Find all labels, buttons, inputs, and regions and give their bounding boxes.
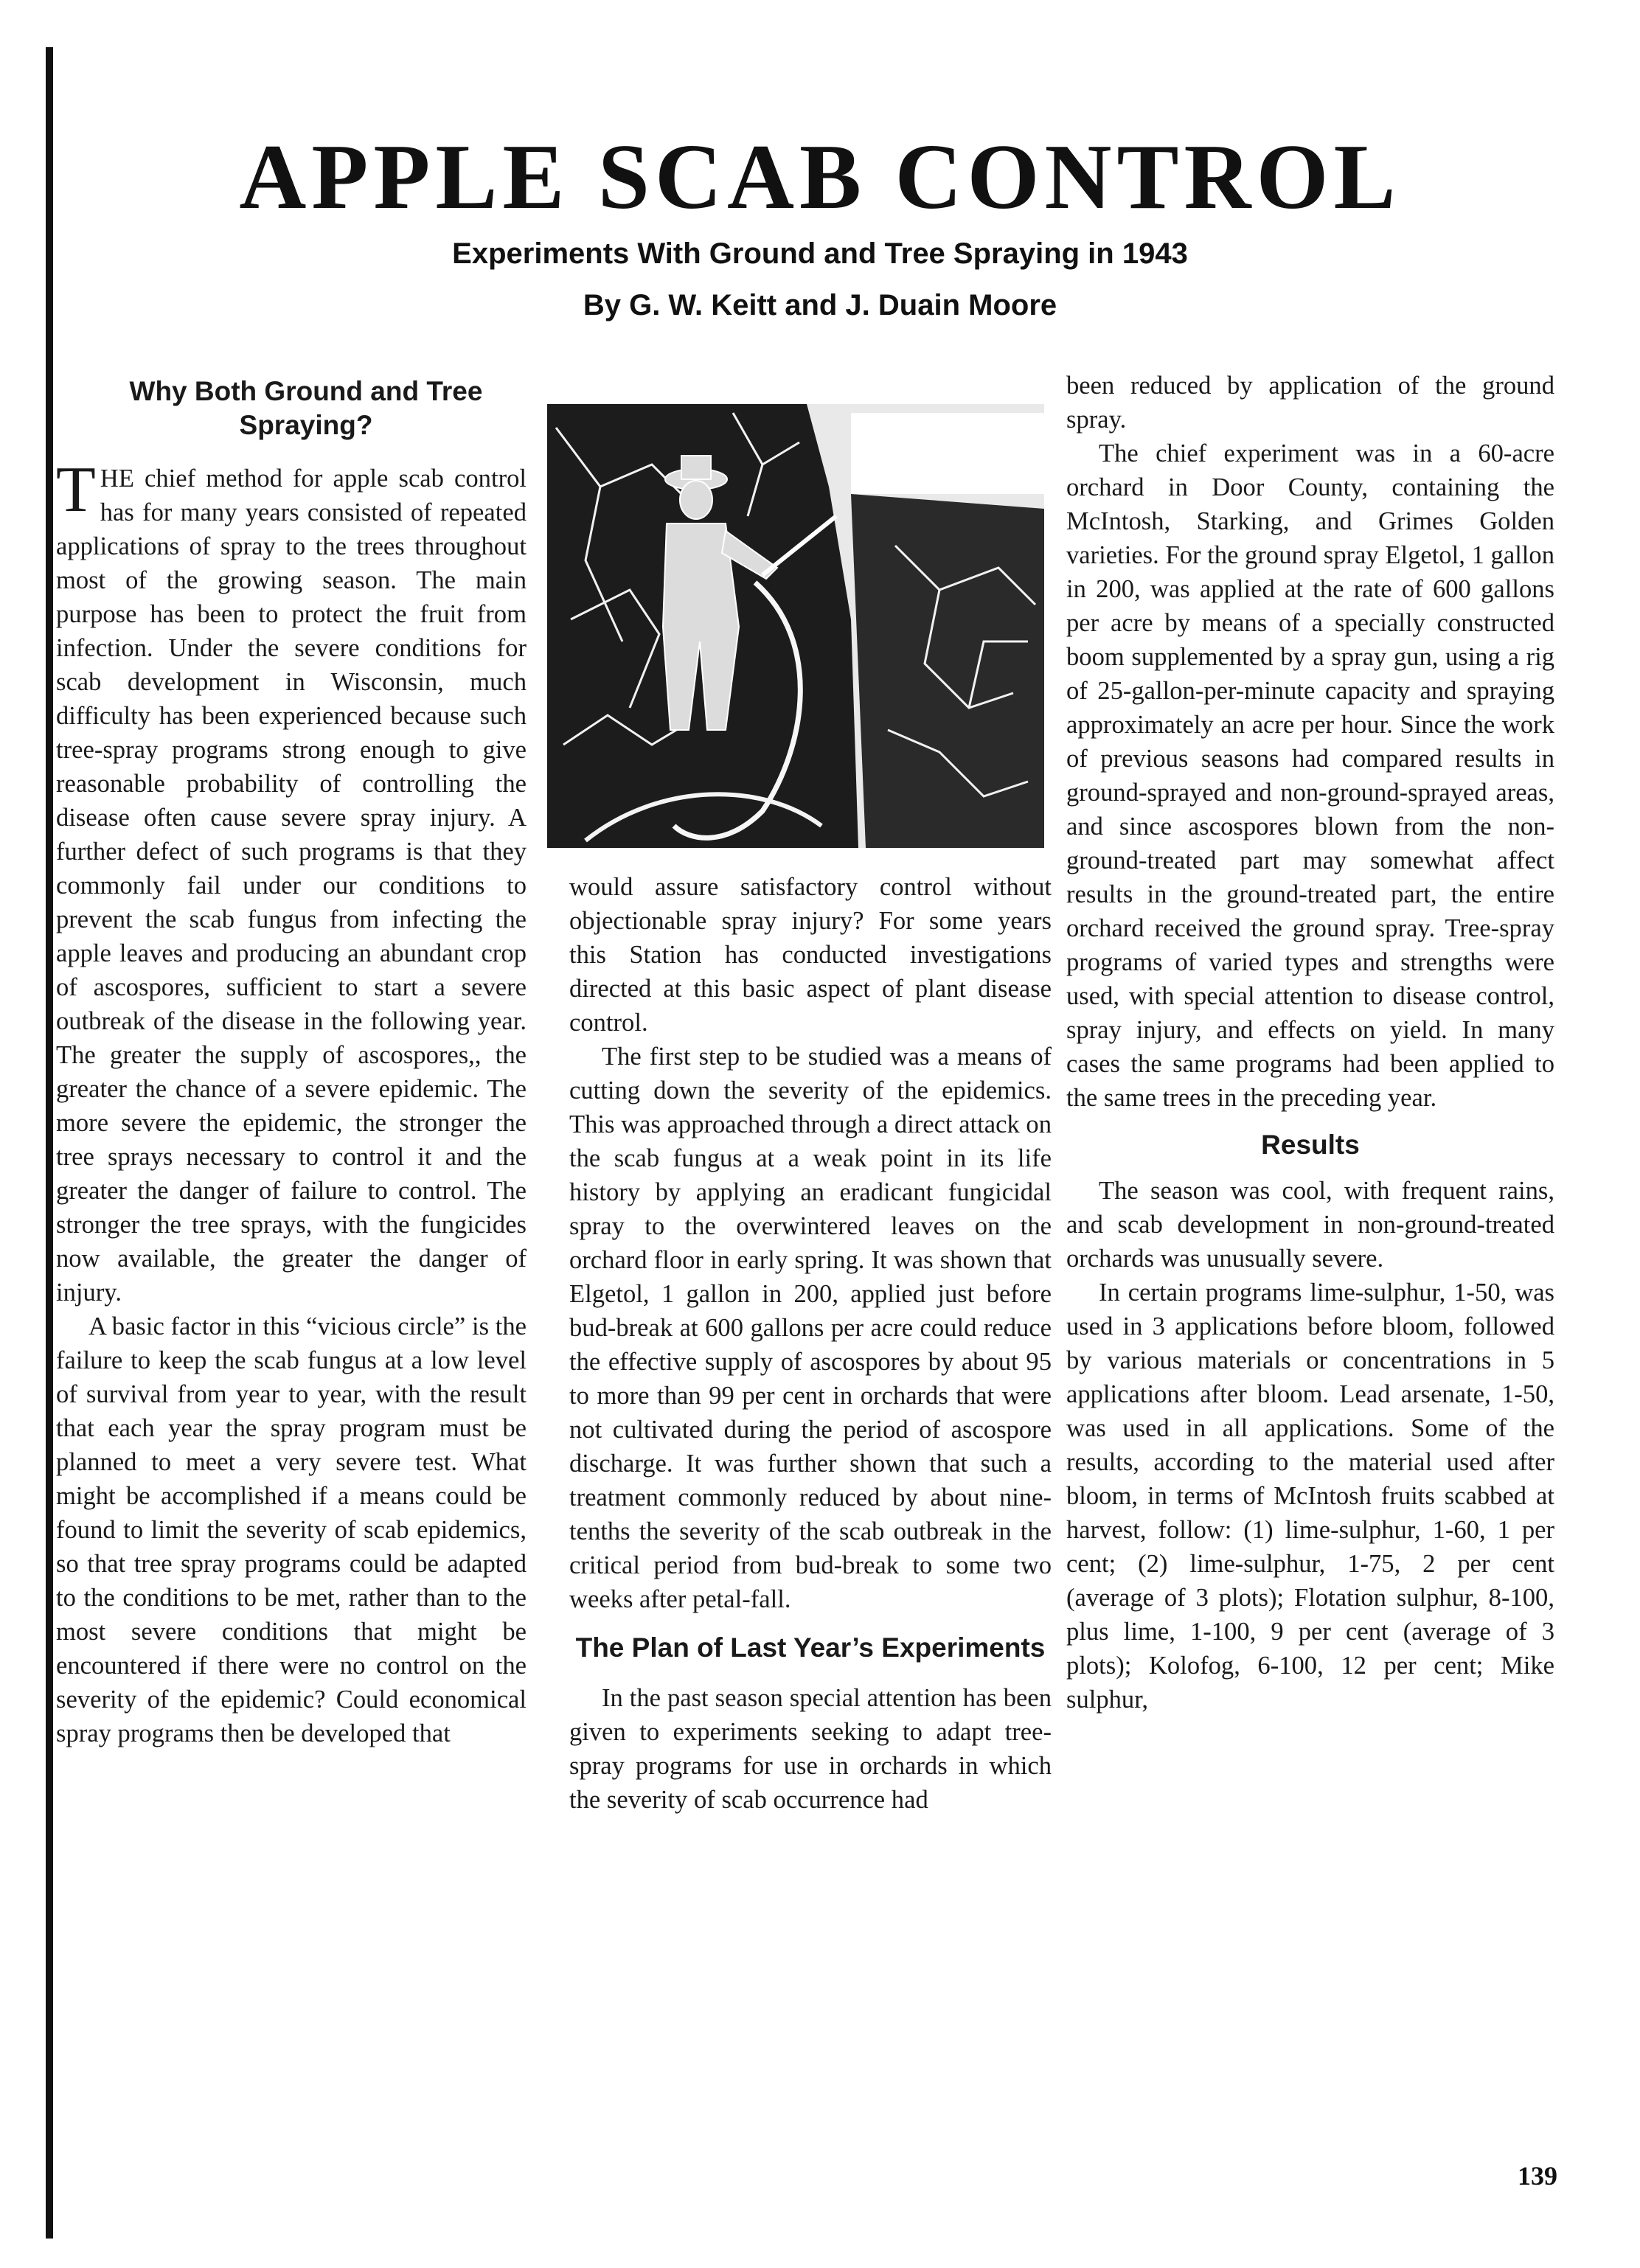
paragraph: been reduced by application of the ground spray. xyxy=(1066,372,1554,434)
section-heading-results: Results xyxy=(1261,1130,1360,1160)
paragraph: In certain programs lime-sulphur, 1-50, was used in 3 applications before bloom, followed by various materials or concentrations in 5 applications after bloom. Lead arsenate, 1-50, was used in all applications. Some of the results, according to the material used after bloom, in terms of McIntosh fruits scabbed at harvest, follow: (1) lime-sulphur, 1-60, 1 per cent; (2) lime-sulphur, 1-75, 2 per cent (average of 3 plots); Flotation sulphur, 8-100, plus lime, 1-100, 9 per cent (average of 3 plots); Kolofog, 6-100, 12 per cent; Mike sulphur, xyxy=(1066,1279,1554,1714)
section-heading-why: Why Both Ground and Tree Spraying? xyxy=(129,376,483,440)
paragraph: In the past season special attention has been given to experiments seeking to adapt tree-spray programs for use in orchards in which the severity of scab occurrence had xyxy=(569,1684,1052,1814)
page-edge-rule xyxy=(46,47,53,2239)
article-title: APPLE SCAB CONTROL xyxy=(239,126,1401,229)
article-byline: By G. W. Keitt and J. Duain Moore xyxy=(583,289,1057,321)
article-subtitle: Experiments With Ground and Tree Spraying in 1943 xyxy=(452,237,1188,270)
middle-column xyxy=(569,870,1052,1817)
paragraph: The chief experiment was in a 60-acre orchard in Door County, containing the McIntosh, Starking, and Grimes Golden varieties. For the ground spray Elgetol, 1 gallon in 200, was applied at the rate of 600 gallons per acre by means of a specially constructed boom supplemented by a spray gun, using a rig of 25-gallon-per-minute capacity and spraying approximately an acre per hour. Since the work of previous seasons had compared results in ground-sprayed and non-ground-sprayed areas, and since ascospores blown from the non-ground-treated part may somewhat affect results in the ground-treated part, the entire orchard received the ground spray. Tree-spray programs of varied types and strengths were used, with special attention to disease control, spray injury, and effects on yield. In many cases the same programs had been applied to the same trees in the preceding year. xyxy=(1066,439,1554,1112)
right-column xyxy=(1066,369,1554,1716)
paragraph xyxy=(56,454,527,1309)
drop-cap: T xyxy=(56,454,96,526)
paragraph: A basic factor in this “vicious circle” is the failure to keep the scab fungus at a low level of survival from year to year, with the result that each year the spray program must be planned to meet a very severe test. What might be accomplished if a means could be found to limit the severity of scab epidemics, so that tree spray programs could be adapted to the conditions to be met, rather than to the most severe conditions that might be encountered if there were no control on the severity of the epidemic? Could economical spray programs then be developed that xyxy=(56,1312,527,1747)
paragraph: The first step to be studied was a means of cutting down the severity of the epidemics. This was approached through a direct attack on the scab fungus at a weak point in its life history by applying an eradicant fungicidal spray to the overwintered leaves on the orchard floor in early spring. It was shown that Elgetol, 1 gallon in 200, applied just before bud-break at 600 gallons per acre could reduce the effective supply of ascospores by about 95 to more than 99 per cent in orchards that were not cultivated during the period of ascospore discharge. It was further shown that such a treatment commonly reduced by about nine-tenths the severity of the scab outbreak in the critical period from bud-break to some two weeks after petal-fall. xyxy=(569,1043,1052,1613)
page-number: 139 xyxy=(1518,2161,1557,2191)
paragraph: The season was cool, with frequent rains, and scab development in non-ground-treated orchards was unusually severe. xyxy=(1066,1177,1554,1273)
section-heading-plan: The Plan of Last Year’s Experiments xyxy=(575,1632,1046,1663)
paragraph: would assure satisfactory control without objectionable spray injury? For some years this Station has conducted investigations directed at this basic aspect of plant disease control. xyxy=(569,873,1052,1037)
spraying-man-illustration xyxy=(541,398,1050,854)
paragraph-text: HE chief method for apple scab control has for many years consisted of repeated applications of spray to the trees throughout most of the growing season. The main purpose has been to protect the fruit from infection. Under the severe conditions for scab development in Wisconsin, much difficulty has been experienced because such tree-spray programs strong enough to give reasonable probability of controlling the disease often cause severe spray injury. A further defect of such programs is that they commonly fail under our conditions to prevent the scab fungus from infecting the apple leaves and producing an abundant crop of ascospores, sufficient to start a severe outbreak of the disease in the following year. The greater the supply of ascospores,, the greater the chance of a severe epidemic. The more severe the epidemic, the stronger the tree sprays necessary to control it and the greater the danger of failure to control. The stronger the tree sprays, with the fungicides now available, the greater the danger of injury. xyxy=(56,465,527,1307)
left-column xyxy=(56,375,527,1750)
